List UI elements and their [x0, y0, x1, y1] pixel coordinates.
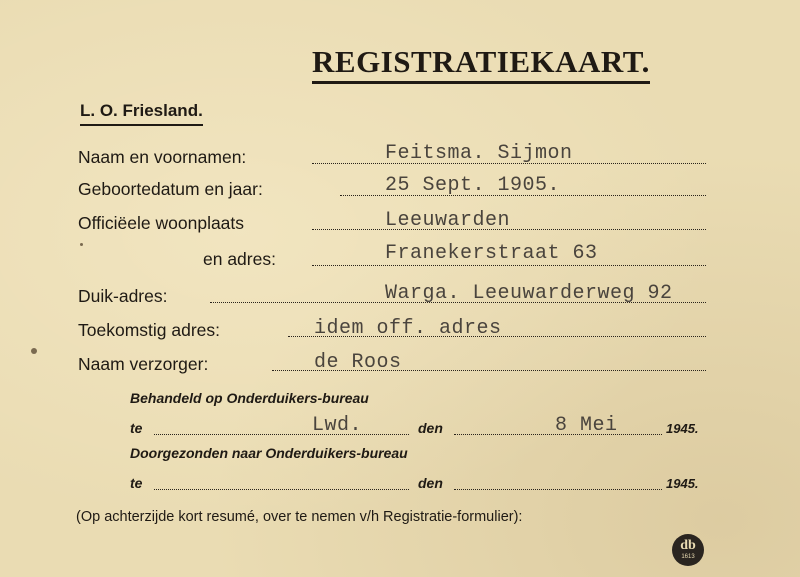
hiding-address-label: Duik-adres:: [78, 286, 168, 306]
forwarded-year: 1945.: [666, 476, 699, 491]
handled-date-value: 8 Mei: [555, 414, 618, 437]
address-dotted-line: [312, 265, 706, 266]
handled-bureau-label: Behandeld op Onderduikers-bureau: [130, 390, 369, 406]
forwarded-bureau-label: Doorgezonden naar Onderduikers-bureau: [130, 445, 408, 461]
forwarded-date-dotted-line: [454, 489, 662, 490]
name-label: Naam en voornamen:: [78, 147, 247, 167]
forwarded-place-dotted-line: [154, 489, 409, 490]
handled-place-value: Lwd.: [312, 414, 363, 437]
residence-value: Leeuwarden: [385, 209, 511, 232]
caretaker-value: de Roos: [314, 351, 402, 374]
name-value: Feitsma. Sijmon: [385, 142, 573, 165]
paper-stain: [31, 348, 37, 354]
card-title: REGISTRATIEKAART.: [312, 44, 650, 84]
paper-speck: [80, 243, 83, 246]
forwarded-den-label: den: [418, 475, 443, 491]
future-address-value: idem off. adres: [314, 317, 502, 340]
printer-seal-icon: [672, 534, 704, 566]
handled-den-label: den: [418, 420, 443, 436]
handled-year: 1945.: [666, 421, 699, 436]
handled-place-dotted-line: [154, 434, 409, 435]
caretaker-label: Naam verzorger:: [78, 354, 209, 374]
birth-label: Geboortedatum en jaar:: [78, 179, 263, 199]
hiding-address-value: Warga. Leeuwarderweg 92: [385, 282, 673, 305]
handled-te-label: te: [130, 420, 143, 436]
forwarded-te-label: te: [130, 475, 143, 491]
printer-seal-mark: db: [680, 538, 696, 553]
address-value: Franekerstraat 63: [385, 242, 598, 265]
future-address-label: Toekomstig adres:: [78, 320, 221, 340]
address-label: en adres:: [203, 249, 276, 269]
printer-seal-subtext: 1613: [681, 554, 695, 560]
residence-label: Officiëele woonplaats: [78, 213, 245, 233]
organization-name: L. O. Friesland.: [80, 101, 203, 126]
footer-note: (Op achterzijde kort resumé, over te nemen v/h Registratie-formulier):: [76, 509, 523, 525]
birth-value: 25 Sept. 1905.: [385, 174, 561, 197]
